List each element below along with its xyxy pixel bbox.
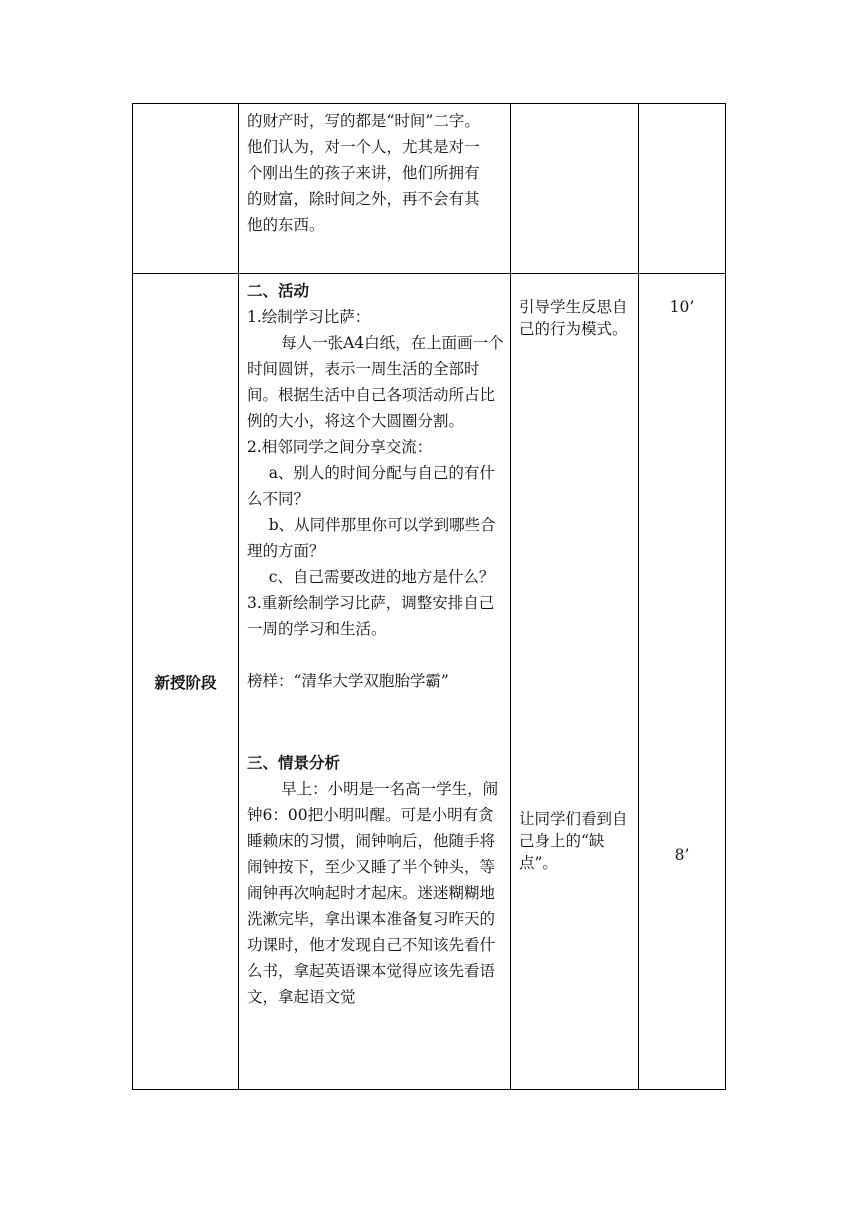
note-cell (511, 274, 639, 1090)
content-cell (239, 104, 511, 274)
item-title: 2.相邻同学之间分享交流： (247, 438, 433, 456)
role-model-line: 榜样：“清华大学双胞胎学霸” (247, 672, 449, 690)
question: c、自己需要改进的地方是什么？ (268, 568, 495, 586)
paragraph: 早上：小明是一名高一学生，闹钟6：00把小明叫醒。可是小明有贪睡赖床的习惯，闹钟响后，他随手将闹钟按下，至少又睡了半个钟头，等闹钟再次响起时才起床。迷迷糊糊地洗漱完毕，拿出课本准备复习昨天的功课时，他才发现自己不知该先看什么书，拿起英语课本觉得应该先看语文，拿起语文觉 (247, 780, 499, 1006)
text-line: 的财富，除时间之外，再不会有其 (247, 190, 480, 208)
lesson-plan-table (132, 103, 726, 1090)
question: b、从同伴那里你可以学到哪些合理的方面？ (247, 516, 496, 560)
text-line: 的财产时，写的都是“时间”二字。 (247, 112, 480, 130)
content-cell (239, 274, 511, 1090)
question: a、别人的时间分配与自己的有什么不同？ (247, 464, 495, 508)
stage-cell-empty (133, 104, 239, 274)
time-value: 10’ (669, 298, 695, 316)
section-heading: 三、情景分析 (247, 754, 341, 772)
teaching-note: 引导学生反思自己的行为模式。 (519, 298, 628, 338)
time-cell (639, 274, 726, 1090)
item-title: 1.绘制学习比萨： (247, 308, 371, 326)
item-title: 3.重新绘制学习比萨，调整安排自己一周的学习和生活。 (247, 594, 495, 638)
time-value: 8’ (674, 846, 690, 864)
table-row (133, 104, 726, 274)
section-heading: 二、活动 (247, 282, 310, 300)
stage-cell (133, 274, 239, 1090)
table-row (133, 274, 726, 1090)
paragraph: 每人一张A4白纸，在上面画一个时间圆饼，表示一周生活的全部时间。根据生活中自己各项活动所占比例的大小，将这个大圆圈分割。 (247, 334, 504, 430)
note-cell-empty (511, 104, 639, 274)
text-line: 他们认为，对一个人，尤其是对一 (247, 138, 480, 156)
time-cell-empty (639, 104, 726, 274)
text-line: 个刚出生的孩子来讲，他们所拥有 (247, 164, 480, 182)
teaching-note: 让同学们看到自己身上的“缺点”。 (519, 810, 628, 872)
text-line: 他的东西。 (247, 216, 325, 234)
stage-label: 新授阶段 (154, 673, 217, 692)
